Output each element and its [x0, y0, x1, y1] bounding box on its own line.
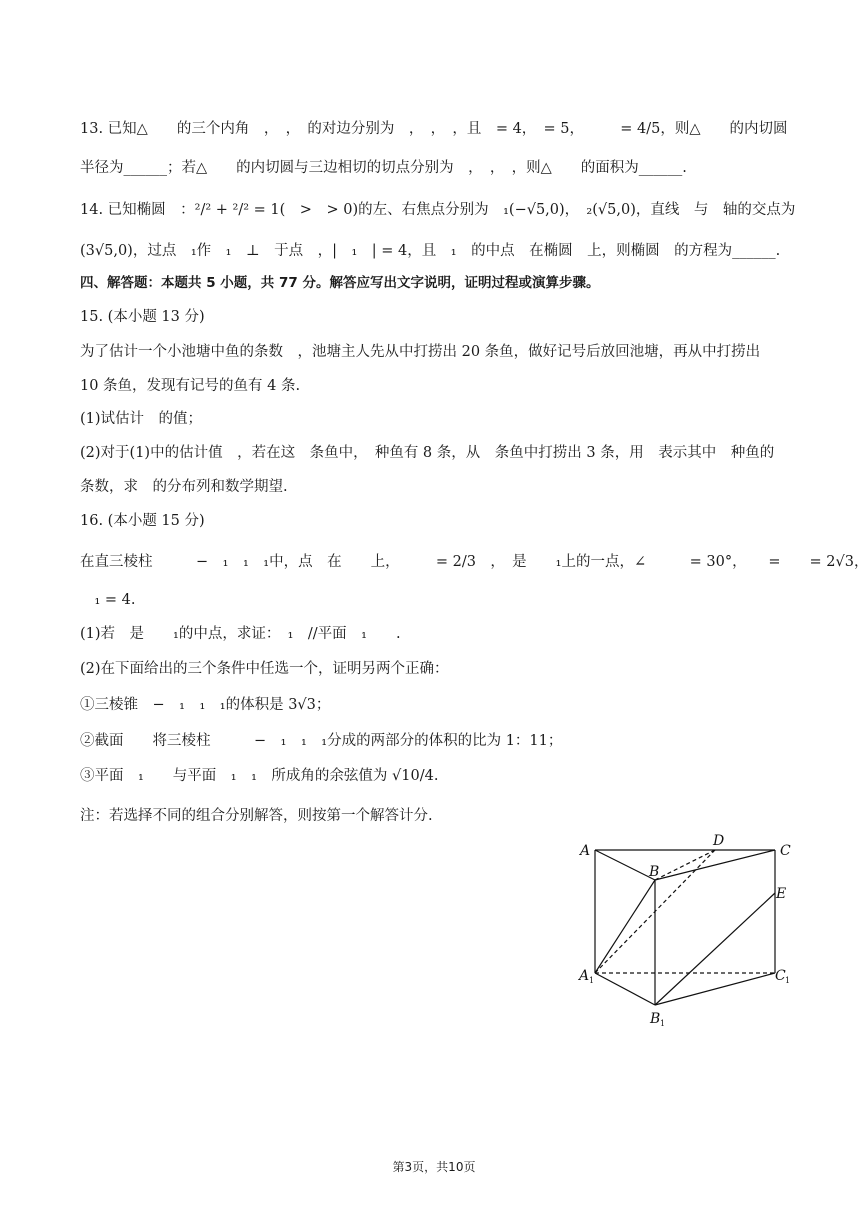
q15-header: 15. (本小题 13 分): [80, 309, 205, 325]
q16-condition3: ③平面 ₁ 与平面 ₁ ₁ 所成角的余弦值为 √10/4.: [80, 768, 439, 784]
label-B: B: [649, 864, 660, 880]
label-B1: B: [650, 1011, 661, 1027]
q15-part2-line1: (2)对于(1)中的估计值 ，若在这 条鱼中， 种鱼有 8 条，从 条鱼中打捞出 3 条，用 表示其中 种鱼的: [80, 445, 775, 461]
label-D: D: [713, 833, 725, 849]
label-E: E: [776, 886, 787, 902]
label-C1: C: [775, 968, 786, 984]
q16-header: 16. (本小题 15 分): [80, 513, 205, 529]
label-C1-sub: 1: [785, 976, 791, 985]
page-footer: 第3页，共10页: [392, 1160, 476, 1174]
prism-figure: [570, 830, 800, 1035]
q16-part1: (1)若 是 ₁的中点，求证： ₁ //平面 ₁ .: [80, 626, 401, 642]
edge-BC: [655, 850, 775, 880]
q16-condition2: ②截面 将三棱柱 − ₁ ₁ ₁分成的两部分的体积的比为 1：11；: [80, 733, 563, 749]
segment-BD: [655, 850, 715, 880]
label-A1-sub: 1: [589, 976, 595, 985]
q13-line1: 13. 已知△ 的三个内角 ， ， 的对边分别为 ， ， ，且 = 4， = 5， = 4/5，则△ 的内切圆: [80, 121, 788, 137]
q16-condition1: ①三棱锥 − ₁ ₁ ₁的体积是 3√3；: [80, 697, 331, 713]
q15-line2: 10 条鱼，发现有记号的鱼有 4 条.: [80, 378, 301, 394]
q15-line1: 为了估计一个小池塘中鱼的条数 ，池塘主人先从中打捞出 20 条鱼，做好记号后放回池塘，再从中打捞出: [80, 344, 761, 360]
edge-A1B1: [595, 973, 655, 1005]
q15-part2-line2: 条数，求 的分布列和数学期望.: [80, 479, 288, 495]
label-C: C: [780, 843, 791, 859]
q16-line1: 在直三棱柱 − ₁ ₁ ₁中，点 在 上， = 2/3 ， 是 ₁上的一点，∠ = 30°， = = 2√3，: [80, 554, 868, 570]
q15-part1: (1)试估计 的值；: [80, 411, 203, 427]
q14-line1: 14. 已知椭圆 ：²/² + ²/² = 1( > > 0)的左、右焦点分别为 ₁(−√5,0)， ₂(√5,0)，直线 与 轴的交点为: [80, 202, 796, 218]
label-A: A: [580, 843, 591, 859]
q16-line2: ₁ = 4.: [80, 592, 136, 608]
q14-line2: (3√5,0)，过点 ₁作 ₁ ⊥ 于点 ，| ₁ | = 4，且 ₁ 的中点 在椭圆 上，则椭圆 的方程为______.: [80, 243, 781, 259]
segment-A1B: [595, 880, 655, 973]
section-heading: 四、解答题：本题共 5 小题，共 77 分。解答应写出文字说明，证明过程或演算步骤。: [80, 275, 600, 291]
q13-line2: 半径为______；若△ 的内切圆与三边相切的切点分别为 ， ， ，则△ 的面积为______.: [80, 160, 687, 176]
segment-B1E: [655, 893, 775, 1005]
label-B1-sub: 1: [660, 1019, 666, 1028]
q16-part2: (2)在下面给出的三个条件中任选一个，证明另两个正确：: [80, 661, 449, 677]
q16-note: 注：若选择不同的组合分别解答，则按第一个解答计分.: [80, 808, 433, 824]
label-A1: A: [579, 968, 590, 984]
edge-AB: [595, 850, 655, 880]
